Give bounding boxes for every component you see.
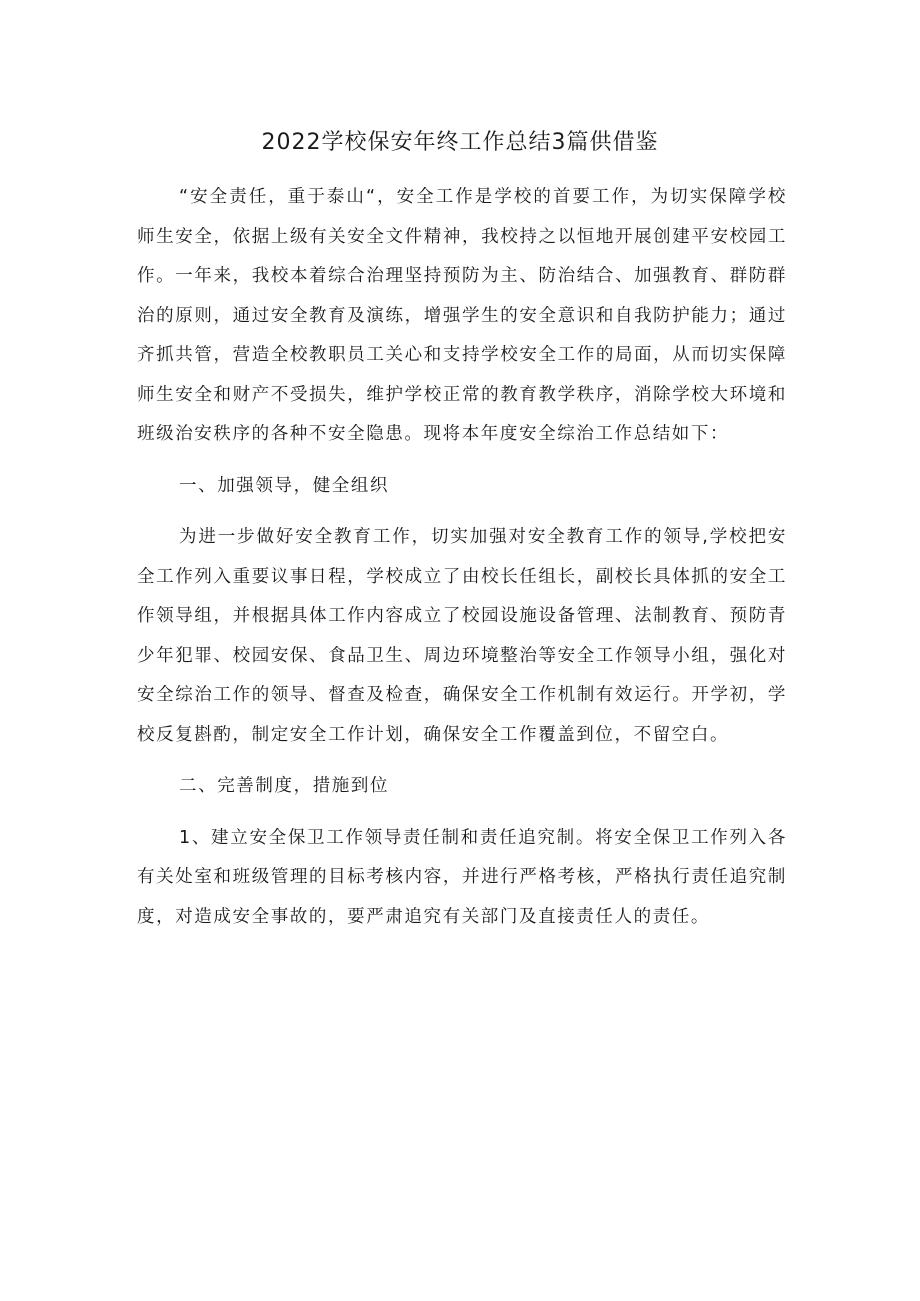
document-title: 2022学校保安年终工作总结3篇供借鉴 xyxy=(261,130,659,155)
intro-paragraph: “安全责任，重于泰山“，安全工作是学校的首要工作，为切实保障学校师生安全，依据上级有关安全文件精神，我校持之以恒地开展创建平安校园工作。一年来，我校本着综合治理坚持预防为主、防治结合、加强教育、群防群治的原则，通过安全教育及演练，增强学生的安全意识和自我防护能力；通过齐抓共管，营造全校教职员工关心和支持学校安全工作的局面，从而切实保障师生安全和财产不受损失，维护学校正常的教育教学秩序，消除学校大环境和班级治安秩序的各种不安全隐患。现将本年度安全综治工作总结如下： xyxy=(137,187,787,444)
section-2-item-1: 1、建立安全保卫工作领导责任制和责任追究制。将安全保卫工作列入各有关处室和班级管理的目标考核内容，并进行严格考核，严格执行责任追究制度，对造成安全事故的，要严肃追究有关部门及直接责任人的责任。 xyxy=(137,827,787,927)
section-heading-2: 二、完善制度，措施到位 xyxy=(179,776,390,796)
section-1-paragraph: 为进一步做好安全教育工作，切实加强对安全教育工作的领导,学校把安全工作列入重要议事日程，学校成立了由校长任组长，副校长具体抓的安全工作领导组，并根据具体工作内容成立了校园设施设备管理、法制教育、预防青少年犯罪、校园安保、食品卫生、周边环境整治等安全工作领导小组，强化对安全综治工作的领导、督查及检查，确保安全工作机制有效运行。开学初，学校反复斟酌，制定安全工作计划，确保安全工作覆盖到位，不留空白。 xyxy=(137,527,787,745)
document-body xyxy=(137,178,787,937)
section-heading-1: 一、加强领导，健全组织 xyxy=(179,475,390,496)
